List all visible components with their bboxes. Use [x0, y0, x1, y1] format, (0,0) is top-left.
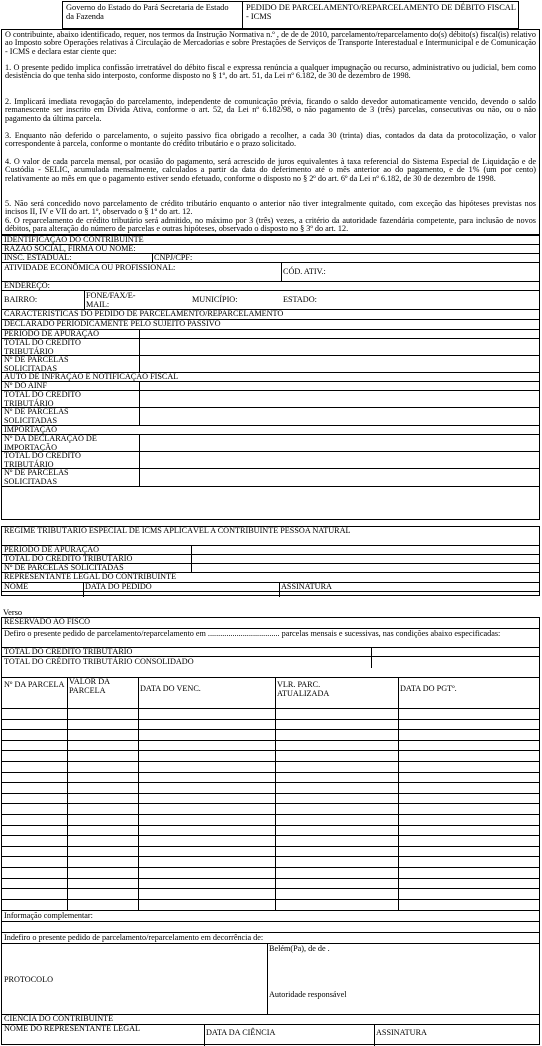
label-estado: ESTADO:: [283, 295, 317, 304]
header-form-title: PEDIDO DE PARCELAMENTO/REPARCELAMENTO DE DÉBITO FISCAL - ICMS: [246, 3, 516, 21]
regime-table: [1, 526, 540, 596]
label-insc-estadual: INSC. ESTADUAL:: [4, 254, 72, 262]
fisco-title: RESERVADO AO FISCO: [4, 618, 91, 626]
fisco-table: [1, 617, 540, 1045]
fisco-label-consolidado: TOTAL DO CRÉDITO TRIBUTÁRIO CONSOLIDADO: [4, 657, 194, 666]
installment-row-line: [2, 825, 539, 826]
label-importacao: IMPORTAÇÃO: [4, 426, 57, 434]
clause-3: 3. Enquanto não deferido o parcelamento, o sujeito passivo fica obrigado a recolher, a cada 30 (trinta) dias, contados da data da protocolização, o valor correspondente à parcela, conforme o montante do crédito tributário e o prazo solicitado.: [5, 131, 536, 149]
installment-row-line: [2, 708, 539, 709]
label-num-declaracao: Nº DA DECLARAÇÃO DE IMPORTAÇÃO: [4, 435, 97, 451]
terms-intro: O contribuinte, abaixo identificado, requer, nos termos da Instrução Normativa n.º , de de de 2010, parcelamento/reparcelamento do(s) débito(s) fiscal(is) relativo ao Imposto sobre Operações relativas à Circulação de Mercadorias e sobre Prestações de Serviços de Transporte Interestadual e Intermunicipal e de Comunicação - ICMS e declara estar ciente que:: [5, 30, 536, 56]
section-title-identification: IDENTIFICAÇÃO DO CONTRIBUINTE: [4, 236, 144, 244]
installments-grid: [2, 677, 539, 910]
clause-4: 4. O valor de cada parcela mensal, por ocasião do pagamento, será acrescido de juros equivalentes à taxa referencial do Sistema Especial de Liquidação e de Custódia - SELIC, acumulada mensalmente, calculados a partir da data do deferimento até o mês anterior ao do pagamento, e de 1% (um por cento) relativamente ao mês em que o pagamento estiver sendo efetuado, conforme o disposto no § 2º do art. 6º da Lei nº 6.182, de 30 de dezembro de 1998.: [5, 157, 536, 183]
label-num-parcelas-ainf: Nº DE PARCELAS SOLICITADAS: [4, 408, 69, 425]
local-data-text: Belém(Pa), de de .: [269, 944, 330, 953]
label-periodo-apuracao: PERÍODO DE APURAÇÃO: [4, 330, 100, 338]
label-auto-infracao: AUTO DE INFRAÇÃO E NOTIFICAÇÃO FISCAL: [4, 373, 179, 381]
installment-row-line: [2, 793, 539, 794]
col-vlr-atualizada: VLR. PARC. ATUALIZADA: [277, 681, 330, 698]
col-data-venc: DATA DO VENC.: [140, 685, 201, 693]
regime-label-assinatura: ASSINATURA: [281, 583, 332, 591]
regime-label-total: TOTAL DO CRÉDITO TRIBUTÁRIO: [4, 555, 133, 563]
verso-label: Verso: [3, 608, 23, 617]
label-num-parcelas-imp: Nº DE PARCELAS SOLICITADAS: [4, 469, 69, 486]
header-box: [62, 1, 519, 29]
installment-row-line: [2, 772, 539, 773]
protocolo-label: PROTOCOLO: [4, 975, 53, 984]
installment-row-line: [2, 878, 539, 879]
installment-row-line: [2, 814, 539, 815]
installment-row-line: [2, 782, 539, 783]
fisco-defiro-text: Defiro o presente pedido de parcelamento/reparcelamento em ................................... parcelas mensais e sucessivas, nas condições abaixo especificadas:: [4, 629, 501, 638]
label-declarado: DECLARADO PERIODICAMENTE PELO SUJEITO PASSIVO: [4, 320, 221, 328]
label-num-parcelas: Nº DE PARCELAS SOLICITADAS: [4, 356, 69, 372]
autoridade-label: Autoridade responsável: [269, 990, 347, 999]
label-cod-ativ: CÓD. ATIV.:: [283, 267, 326, 276]
section-title-characteristics: CARACTERÍSTICAS DO PEDIDO DE PARCELAMENTO/REPARCELAMENTO: [4, 310, 284, 318]
identification-table: [1, 235, 540, 520]
clause-5: 5. Não será concedido novo parcelamento de crédito tributário enquanto o anterior não tiver integralmente quitado, com exceção das hipóteses previstas nos incisos II, IV e VII do art. 1º, observado o § 1º do art. 12.: [5, 199, 536, 217]
clause-2: 2. Implicará imediata revogação do parcelamento, independente de comunicação prévia, ficando o saldo devedor automaticamente vencido, devendo o saldo remanescente ser inscrito em Dívida Ativa, conforme o art. 52, da Lei nº 6.182/98, o não pagamento de 3 (três) parcelas, consecutivas ou não, ou o não pagamento da última parcela.: [5, 97, 536, 123]
regime-label-nome: NOME: [4, 583, 29, 591]
col-num-parcela: Nº DA PARCELA: [4, 681, 65, 689]
regime-label-periodo: PERÍODO DE APURAÇÃO: [4, 546, 100, 554]
installment-row-line: [2, 761, 539, 762]
installment-row-line: [2, 835, 539, 836]
label-cnpj: CNPJ/CPF:: [154, 254, 193, 262]
ciencia-label-nome: NOME DO REPRESENTANTE LEGAL: [4, 1025, 141, 1033]
ciencia-label-assinatura: ASSINATURA: [376, 1028, 427, 1037]
col-data-pgto: DATA DO PGTº.: [400, 685, 457, 693]
clause-1: 1. O presente pedido implica confissão irretratável do débito fiscal e expressa renúncia a qualquer impugnação ou recurso, administrativo ou judicial, bem como desistência do que tenha sido interposto, conforme disposto no § 1º, do art. 51, da Lei nº 6.182, de 30 de dezembro de 1998.: [5, 63, 536, 81]
ciencia-title: CIÊNCIA DO CONTRIBUINTE: [4, 1015, 114, 1023]
label-endereco: ENDEREÇO:: [4, 282, 50, 290]
fisco-indefiro-text: Indefiro o presente pedido de parcelamento/reparcelamento em decorrência de:: [4, 933, 264, 942]
installment-row-line: [2, 750, 539, 751]
installment-row-line: [2, 856, 539, 857]
regime-title: REGIME TRIBUTÁRIO ESPECIAL DE ICMS APLICÁVEL A CONTRIBUINTE PESSOA NATURAL: [4, 527, 351, 535]
label-total-credito: TOTAL DO CRÉDITO TRIBUTÁRIO: [4, 339, 81, 355]
regime-label-data: DATA DO PEDIDO: [85, 583, 152, 591]
installment-row-line: [2, 899, 539, 900]
installment-row-line: [2, 867, 539, 868]
installment-row-line: [2, 719, 539, 720]
installment-row-line: [2, 729, 539, 730]
label-fone: FONE/FAX/E-MAIL:: [86, 291, 136, 309]
label-atividade: ATIVIDADE ECONÔMICA OU PROFISSIONAL:: [4, 263, 176, 272]
label-bairro: BAIRRO:: [4, 295, 38, 304]
terms-box: [1, 29, 540, 235]
ciencia-label-data: DATA DA CIÊNCIA: [206, 1028, 276, 1037]
label-total-credito-imp: TOTAL DO CRÉDITO TRIBUTÁRIO: [4, 452, 81, 468]
label-num-ainf: Nº DO AINF: [4, 382, 48, 390]
installment-row-line: [2, 846, 539, 847]
col-valor-parcela: VALOR DA PARCELA: [69, 678, 110, 695]
clause-6: 6. O reparcelamento de crédito tributário será admitido, no máximo por 3 (três) vezes, a critério da autoridade fazendária competente, para inclusão de novos débitos, para alteração do número de parcelas e outras hipóteses, observado o disposto no § 3º do art. 12.: [5, 216, 536, 234]
regime-label-parcelas: Nº DE PARCELAS SOLICITADAS: [4, 564, 124, 572]
header-agency: Governo do Estado do Pará Secretaria de Estado da Fazenda: [66, 3, 229, 21]
fisco-info-complementar: Informação complementar:: [4, 911, 93, 920]
installment-row-line: [2, 803, 539, 804]
installment-row-line: [2, 740, 539, 741]
label-municipio: MUNICÍPIO:: [192, 295, 238, 304]
fisco-label-total: TOTAL DO CRÉDITO TRIBUTÁRIO: [4, 648, 133, 656]
regime-label-representante: REPRESENTANTE LEGAL DO CONTRIBUINTE: [4, 573, 177, 581]
label-razao-social: RAZÃO SOCIAL, FIRMA OU NOME:: [4, 245, 136, 253]
label-total-credito-ainf: TOTAL DO CRÉDITO TRIBUTÁRIO: [4, 391, 81, 407]
installment-row-line: [2, 888, 539, 889]
